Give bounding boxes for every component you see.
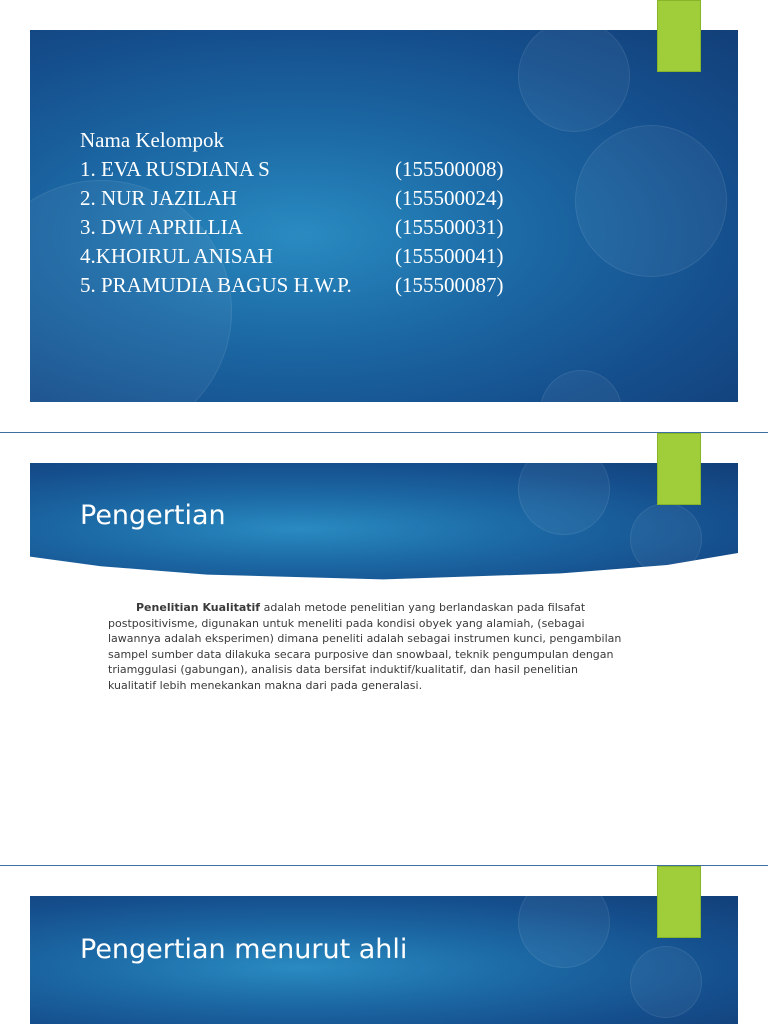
slide-title: Pengertian — [80, 500, 226, 531]
bokeh-circle — [630, 946, 702, 1018]
member-id: (155500008) — [395, 157, 504, 181]
bokeh-circle — [540, 370, 622, 402]
member-name: 2. NUR JAZILAH — [80, 186, 237, 210]
bokeh-circle — [518, 463, 610, 535]
member-name: 5. PRAMUDIA BAGUS H.W.P. — [80, 273, 352, 297]
bokeh-circle — [630, 503, 702, 575]
accent-tab — [657, 0, 701, 72]
slide-title: Pengertian menurut ahli — [80, 934, 408, 965]
group-heading: Nama Kelompok — [80, 128, 225, 152]
slide-group-members — [0, 0, 768, 432]
definition-text: adalah metode penelitian yang berlandaskan pada filsafat postpositivisme, digunakan untuk meneliti pada kondisi obyek yang alamiah, (sebagai lawannya adalah eksperimen) dimana peneliti adalah sebagai instrumen kunci, pengambilan sampel sumber data dilakuka secara purposive dan snowbaal, teknik pengumpulan dengan triamggulasi (gabungan), analisis data bersifat induktif/kualitatif, dan hasil penelitian kualitatif lebih menekankan makna dari pada generalasi. — [108, 601, 622, 692]
defined-term: Penelitian Kualitatif — [136, 601, 261, 614]
member-id: (155500041) — [395, 244, 504, 268]
bokeh-circle — [518, 30, 630, 132]
member-row — [80, 213, 504, 242]
member-name: 3. DWI APRILLIA — [80, 215, 243, 239]
member-id: (155500024) — [395, 186, 504, 210]
member-id: (155500031) — [395, 215, 504, 239]
accent-tab — [657, 866, 701, 938]
member-row — [80, 184, 504, 213]
slide-experts — [0, 866, 768, 1024]
member-id: (155500087) — [395, 273, 504, 297]
member-list — [80, 126, 504, 300]
bokeh-circle — [575, 125, 727, 277]
member-name: 4.KHOIRUL ANISAH — [80, 244, 273, 268]
member-row — [80, 271, 504, 300]
bokeh-circle — [518, 896, 610, 968]
definition-paragraph — [108, 600, 628, 693]
member-row — [80, 155, 504, 184]
member-row — [80, 242, 504, 271]
slide-definition — [0, 433, 768, 865]
member-name: 1. EVA RUSDIANA S — [80, 157, 270, 181]
accent-tab — [657, 433, 701, 505]
